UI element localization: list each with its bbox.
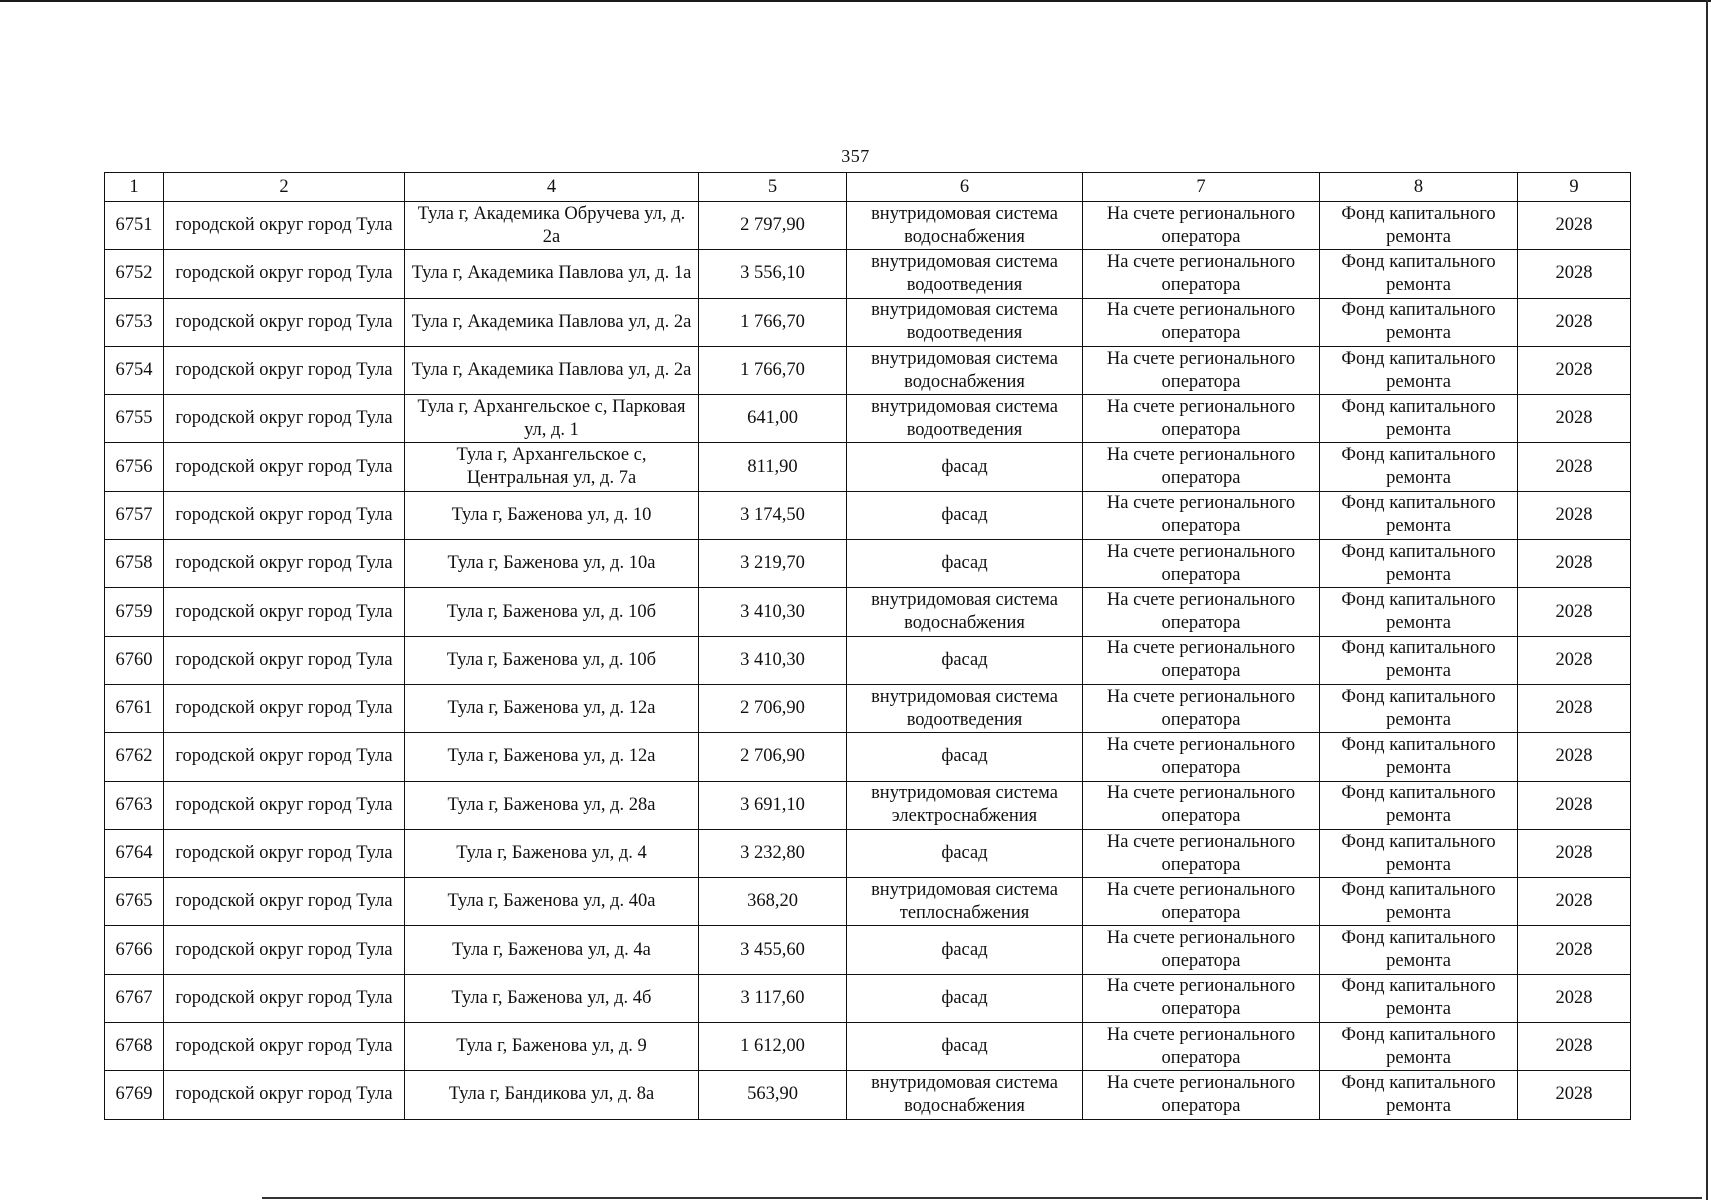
- scan-border-bottom: [262, 1197, 1702, 1199]
- funding-source-cell: Фонд капитального ремонта: [1320, 636, 1518, 684]
- municipality-cell: городской округ город Тула: [164, 974, 405, 1022]
- municipality-cell: городской округ город Тула: [164, 1023, 405, 1071]
- funding-source-cell: Фонд капитального ремонта: [1320, 1071, 1518, 1119]
- work-type-cell: внутридомовая система водоотведения: [847, 250, 1083, 298]
- municipality-cell: городской округ город Тула: [164, 202, 405, 250]
- fund-account-cell: На счете регионального оператора: [1083, 926, 1320, 974]
- work-type-cell: фасад: [847, 443, 1083, 491]
- fund-account-cell: На счете регионального оператора: [1083, 974, 1320, 1022]
- area-cell: 3 219,70: [699, 540, 847, 588]
- fund-account-cell: На счете регионального оператора: [1083, 395, 1320, 443]
- address-cell: Тула г, Бандикова ул, д. 8а: [405, 1071, 699, 1119]
- area-cell: 3 556,10: [699, 250, 847, 298]
- row-number-cell: 6763: [105, 781, 164, 829]
- table-row: [105, 540, 1631, 588]
- planned-year-cell: 2028: [1518, 974, 1631, 1022]
- area-cell: 3 410,30: [699, 636, 847, 684]
- row-number-cell: 6759: [105, 588, 164, 636]
- work-type-cell: внутридомовая система водоснабжения: [847, 346, 1083, 394]
- table-row: [105, 781, 1631, 829]
- address-cell: Тула г, Академика Павлова ул, д. 2а: [405, 298, 699, 346]
- work-type-cell: фасад: [847, 926, 1083, 974]
- fund-account-cell: На счете регионального оператора: [1083, 250, 1320, 298]
- municipality-cell: городской округ город Тула: [164, 250, 405, 298]
- work-type-cell: фасад: [847, 974, 1083, 1022]
- funding-source-cell: Фонд капитального ремонта: [1320, 829, 1518, 877]
- address-cell: Тула г, Баженова ул, д. 4а: [405, 926, 699, 974]
- planned-year-cell: 2028: [1518, 684, 1631, 732]
- fund-account-cell: На счете регионального оператора: [1083, 588, 1320, 636]
- municipality-cell: городской округ город Тула: [164, 878, 405, 926]
- area-cell: 3 455,60: [699, 926, 847, 974]
- table-row: [105, 829, 1631, 877]
- fund-account-cell: На счете регионального оператора: [1083, 346, 1320, 394]
- table-row: [105, 346, 1631, 394]
- address-cell: Тула г, Баженова ул, д. 10а: [405, 540, 699, 588]
- planned-year-cell: 2028: [1518, 250, 1631, 298]
- column-header: 5: [699, 173, 847, 202]
- scan-border-right: [1706, 0, 1708, 1200]
- header-row: [105, 173, 1631, 202]
- table-row: [105, 684, 1631, 732]
- work-type-cell: внутридомовая система водоснабжения: [847, 1071, 1083, 1119]
- address-cell: Тула г, Баженова ул, д. 40а: [405, 878, 699, 926]
- area-cell: 3 232,80: [699, 829, 847, 877]
- funding-source-cell: Фонд капитального ремонта: [1320, 926, 1518, 974]
- row-number-cell: 6766: [105, 926, 164, 974]
- funding-source-cell: Фонд капитального ремонта: [1320, 1023, 1518, 1071]
- table-row: [105, 974, 1631, 1022]
- address-cell: Тула г, Академика Павлова ул, д. 2а: [405, 346, 699, 394]
- area-cell: 2 797,90: [699, 202, 847, 250]
- municipality-cell: городской округ город Тула: [164, 540, 405, 588]
- planned-year-cell: 2028: [1518, 395, 1631, 443]
- area-cell: 1 766,70: [699, 346, 847, 394]
- table-row: [105, 1023, 1631, 1071]
- fund-account-cell: На счете регионального оператора: [1083, 202, 1320, 250]
- table-row: [105, 926, 1631, 974]
- area-cell: 3 174,50: [699, 491, 847, 539]
- planned-year-cell: 2028: [1518, 540, 1631, 588]
- work-type-cell: фасад: [847, 733, 1083, 781]
- table-row: [105, 588, 1631, 636]
- area-cell: 811,90: [699, 443, 847, 491]
- column-header: 9: [1518, 173, 1631, 202]
- table-row: [105, 636, 1631, 684]
- table-body: [105, 202, 1631, 1120]
- area-cell: 3 410,30: [699, 588, 847, 636]
- row-number-cell: 6762: [105, 733, 164, 781]
- row-number-cell: 6752: [105, 250, 164, 298]
- work-type-cell: внутридомовая система водоснабжения: [847, 588, 1083, 636]
- funding-source-cell: Фонд капитального ремонта: [1320, 491, 1518, 539]
- funding-source-cell: Фонд капитального ремонта: [1320, 346, 1518, 394]
- work-type-cell: внутридомовая система водоснабжения: [847, 202, 1083, 250]
- funding-source-cell: Фонд капитального ремонта: [1320, 395, 1518, 443]
- address-cell: Тула г, Архангельское с, Центральная ул, д. 7а: [405, 443, 699, 491]
- row-number-cell: 6769: [105, 1071, 164, 1119]
- funding-source-cell: Фонд капитального ремонта: [1320, 202, 1518, 250]
- address-cell: Тула г, Баженова ул, д. 28а: [405, 781, 699, 829]
- funding-source-cell: Фонд капитального ремонта: [1320, 878, 1518, 926]
- address-cell: Тула г, Баженова ул, д. 9: [405, 1023, 699, 1071]
- row-number-cell: 6764: [105, 829, 164, 877]
- row-number-cell: 6768: [105, 1023, 164, 1071]
- column-header: 7: [1083, 173, 1320, 202]
- funding-source-cell: Фонд капитального ремонта: [1320, 540, 1518, 588]
- work-type-cell: внутридомовая система теплоснабжения: [847, 878, 1083, 926]
- address-cell: Тула г, Баженова ул, д. 12а: [405, 733, 699, 781]
- municipality-cell: городской округ город Тула: [164, 684, 405, 732]
- area-cell: 368,20: [699, 878, 847, 926]
- work-type-cell: внутридомовая система водоотведения: [847, 395, 1083, 443]
- table-row: [105, 202, 1631, 250]
- fund-account-cell: На счете регионального оператора: [1083, 829, 1320, 877]
- planned-year-cell: 2028: [1518, 829, 1631, 877]
- funding-source-cell: Фонд капитального ремонта: [1320, 443, 1518, 491]
- planned-year-cell: 2028: [1518, 491, 1631, 539]
- registry-table: [104, 172, 1631, 1120]
- row-number-cell: 6767: [105, 974, 164, 1022]
- area-cell: 641,00: [699, 395, 847, 443]
- area-cell: 3 117,60: [699, 974, 847, 1022]
- funding-source-cell: Фонд капитального ремонта: [1320, 588, 1518, 636]
- row-number-cell: 6754: [105, 346, 164, 394]
- table-row: [105, 395, 1631, 443]
- row-number-cell: 6765: [105, 878, 164, 926]
- row-number-cell: 6760: [105, 636, 164, 684]
- work-type-cell: фасад: [847, 1023, 1083, 1071]
- work-type-cell: фасад: [847, 829, 1083, 877]
- table-row: [105, 491, 1631, 539]
- table-row: [105, 250, 1631, 298]
- planned-year-cell: 2028: [1518, 298, 1631, 346]
- municipality-cell: городской округ город Тула: [164, 443, 405, 491]
- column-header: 6: [847, 173, 1083, 202]
- area-cell: 1 766,70: [699, 298, 847, 346]
- planned-year-cell: 2028: [1518, 878, 1631, 926]
- work-type-cell: фасад: [847, 540, 1083, 588]
- fund-account-cell: На счете регионального оператора: [1083, 491, 1320, 539]
- fund-account-cell: На счете регионального оператора: [1083, 733, 1320, 781]
- address-cell: Тула г, Баженова ул, д. 10: [405, 491, 699, 539]
- funding-source-cell: Фонд капитального ремонта: [1320, 298, 1518, 346]
- fund-account-cell: На счете регионального оператора: [1083, 1071, 1320, 1119]
- planned-year-cell: 2028: [1518, 636, 1631, 684]
- address-cell: Тула г, Архангельское с, Парковая ул, д. 1: [405, 395, 699, 443]
- funding-source-cell: Фонд капитального ремонта: [1320, 781, 1518, 829]
- row-number-cell: 6758: [105, 540, 164, 588]
- address-cell: Тула г, Баженова ул, д. 4б: [405, 974, 699, 1022]
- table-row: [105, 1071, 1631, 1119]
- municipality-cell: городской округ город Тула: [164, 491, 405, 539]
- row-number-cell: 6757: [105, 491, 164, 539]
- page-number: 357: [841, 146, 870, 166]
- funding-source-cell: Фонд капитального ремонта: [1320, 250, 1518, 298]
- work-type-cell: внутридомовая система водоотведения: [847, 684, 1083, 732]
- funding-source-cell: Фонд капитального ремонта: [1320, 733, 1518, 781]
- column-header: 1: [105, 173, 164, 202]
- area-cell: 2 706,90: [699, 684, 847, 732]
- column-header: 4: [405, 173, 699, 202]
- planned-year-cell: 2028: [1518, 588, 1631, 636]
- work-type-cell: фасад: [847, 636, 1083, 684]
- municipality-cell: городской округ город Тула: [164, 926, 405, 974]
- address-cell: Тула г, Академика Павлова ул, д. 1а: [405, 250, 699, 298]
- area-cell: 2 706,90: [699, 733, 847, 781]
- address-cell: Тула г, Баженова ул, д. 10б: [405, 588, 699, 636]
- column-header: 8: [1320, 173, 1518, 202]
- municipality-cell: городской округ город Тула: [164, 1071, 405, 1119]
- address-cell: Тула г, Академика Обручева ул, д. 2а: [405, 202, 699, 250]
- row-number-cell: 6761: [105, 684, 164, 732]
- area-cell: 3 691,10: [699, 781, 847, 829]
- municipality-cell: городской округ город Тула: [164, 395, 405, 443]
- work-type-cell: внутридомовая система водоотведения: [847, 298, 1083, 346]
- table-row: [105, 298, 1631, 346]
- table-row: [105, 443, 1631, 491]
- fund-account-cell: На счете регионального оператора: [1083, 781, 1320, 829]
- municipality-cell: городской округ город Тула: [164, 346, 405, 394]
- row-number-cell: 6756: [105, 443, 164, 491]
- planned-year-cell: 2028: [1518, 1023, 1631, 1071]
- row-number-cell: 6751: [105, 202, 164, 250]
- municipality-cell: городской округ город Тула: [164, 636, 405, 684]
- municipality-cell: городской округ город Тула: [164, 298, 405, 346]
- funding-source-cell: Фонд капитального ремонта: [1320, 684, 1518, 732]
- planned-year-cell: 2028: [1518, 202, 1631, 250]
- work-type-cell: внутридомовая система электроснабжения: [847, 781, 1083, 829]
- fund-account-cell: На счете регионального оператора: [1083, 878, 1320, 926]
- area-cell: 563,90: [699, 1071, 847, 1119]
- address-cell: Тула г, Баженова ул, д. 4: [405, 829, 699, 877]
- municipality-cell: городской округ город Тула: [164, 733, 405, 781]
- planned-year-cell: 2028: [1518, 733, 1631, 781]
- table-row: [105, 878, 1631, 926]
- row-number-cell: 6755: [105, 395, 164, 443]
- planned-year-cell: 2028: [1518, 926, 1631, 974]
- fund-account-cell: На счете регионального оператора: [1083, 540, 1320, 588]
- municipality-cell: городской округ город Тула: [164, 588, 405, 636]
- fund-account-cell: На счете регионального оператора: [1083, 298, 1320, 346]
- municipality-cell: городской округ город Тула: [164, 781, 405, 829]
- municipality-cell: городской округ город Тула: [164, 829, 405, 877]
- work-type-cell: фасад: [847, 491, 1083, 539]
- planned-year-cell: 2028: [1518, 1071, 1631, 1119]
- address-cell: Тула г, Баженова ул, д. 12а: [405, 684, 699, 732]
- column-header: 2: [164, 173, 405, 202]
- fund-account-cell: На счете регионального оператора: [1083, 1023, 1320, 1071]
- scan-border-top: [0, 0, 1711, 2]
- row-number-cell: 6753: [105, 298, 164, 346]
- planned-year-cell: 2028: [1518, 346, 1631, 394]
- fund-account-cell: На счете регионального оператора: [1083, 684, 1320, 732]
- fund-account-cell: На счете регионального оператора: [1083, 636, 1320, 684]
- planned-year-cell: 2028: [1518, 781, 1631, 829]
- table-row: [105, 733, 1631, 781]
- planned-year-cell: 2028: [1518, 443, 1631, 491]
- fund-account-cell: На счете регионального оператора: [1083, 443, 1320, 491]
- area-cell: 1 612,00: [699, 1023, 847, 1071]
- funding-source-cell: Фонд капитального ремонта: [1320, 974, 1518, 1022]
- address-cell: Тула г, Баженова ул, д. 10б: [405, 636, 699, 684]
